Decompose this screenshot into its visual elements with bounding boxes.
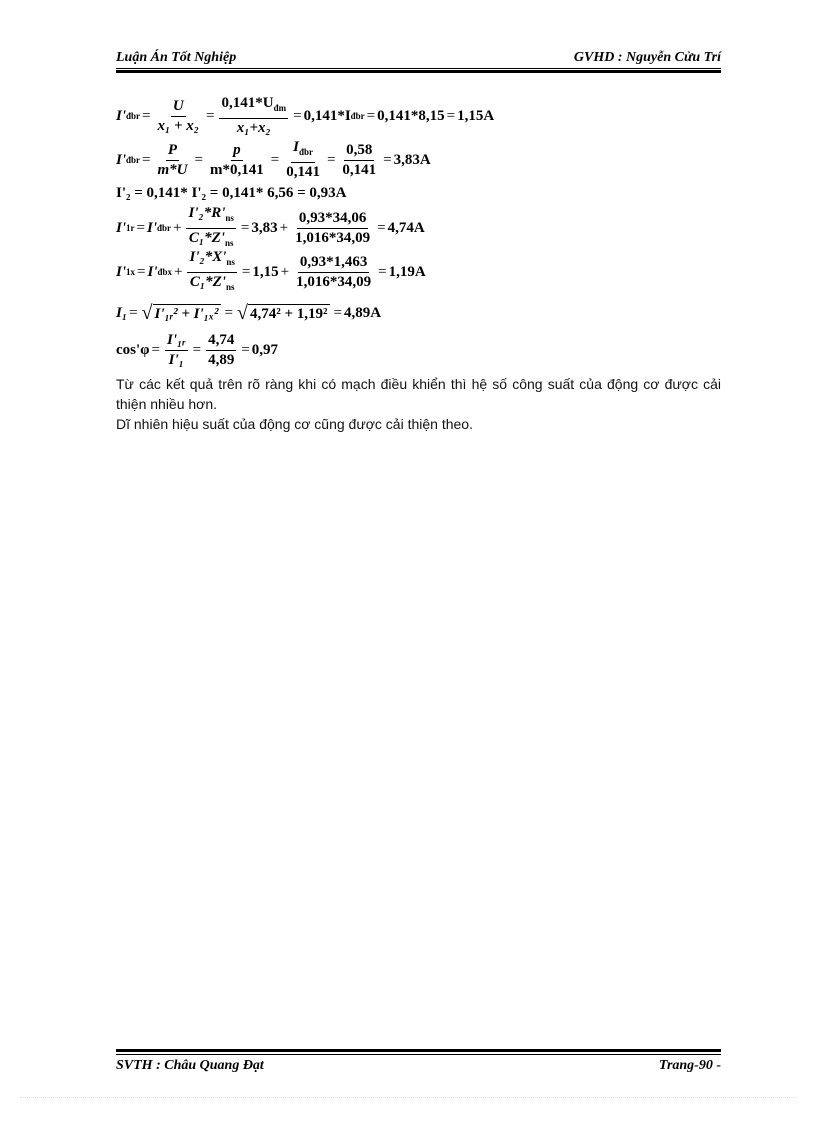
header-left: Luận Án Tốt Nghiệp [116, 50, 237, 65]
paragraph-2: Dĩ nhiên hiệu suất của động cơ cũng được cải thiện theo. [116, 416, 473, 432]
equation-6: I₁ = √ I'₁ᵣ² + I'₁ₓ² = √ 4,74² + 1,19² = 4,89A [116, 302, 382, 324]
equation-3: I'₂ = 0,141* I'₂ = 0,141* 6,56 = 0,93A [116, 184, 347, 201]
footer-rule [116, 1049, 721, 1055]
page-header [116, 50, 721, 68]
equation-1: I' đbr = $\frac{U}{\text{x₁ + x₂}}$ = $\frac{0,141*U_{đm}}{\text{x₁+x₂}}$ = 0,141*I đbr = 0,141*8,15 = 1,15A [116, 95, 495, 136]
paragraph-1: Từ các kết quả trên rõ ràng khi có mạch điều khiển thì hệ số công suất của động cơ được cải thiện nhiều hơn. [116, 376, 721, 412]
equation-2: I' đbr = $\frac{P}{m*U}$ = $\frac{p}{m*0,141}$ = $\frac{I_{đbr}}{0,141}$ = $\frac{0,58}{0,141}$ = 3,83A [116, 139, 431, 180]
equation-4: I' 1r = I' đbr + $\frac{I'_2*R'_{ns}}{C_1*Z'_{ns}}$ = 3,83 + $\frac{0,93*34,06}{1,016*34,09}$ = 4,74A [116, 204, 425, 248]
page-footer [116, 1058, 721, 1076]
footer-left: SVTH : Châu Quang Đạt [116, 1058, 264, 1073]
equation-7: cos'φ = $\frac{\text{I'₁ᵣ}}{\text{I'₁}}$ = $\frac{4,74}{4,89}$ = 0,97 [116, 331, 279, 368]
header-rule [116, 68, 721, 73]
footer-right: Trang-90 - [658, 1058, 721, 1073]
header-right: GVHD : Nguyễn Cửu Trí [573, 50, 721, 65]
equation-5: I' 1x = I' đbx + $\frac{I'_2*X'_{ns}}{C_1*Z'_{ns}}$ = 1,15 + $\frac{0,93*1,463}{1,016*34,09}$ = 1,19A [116, 248, 426, 292]
page-edge [20, 1097, 796, 1098]
